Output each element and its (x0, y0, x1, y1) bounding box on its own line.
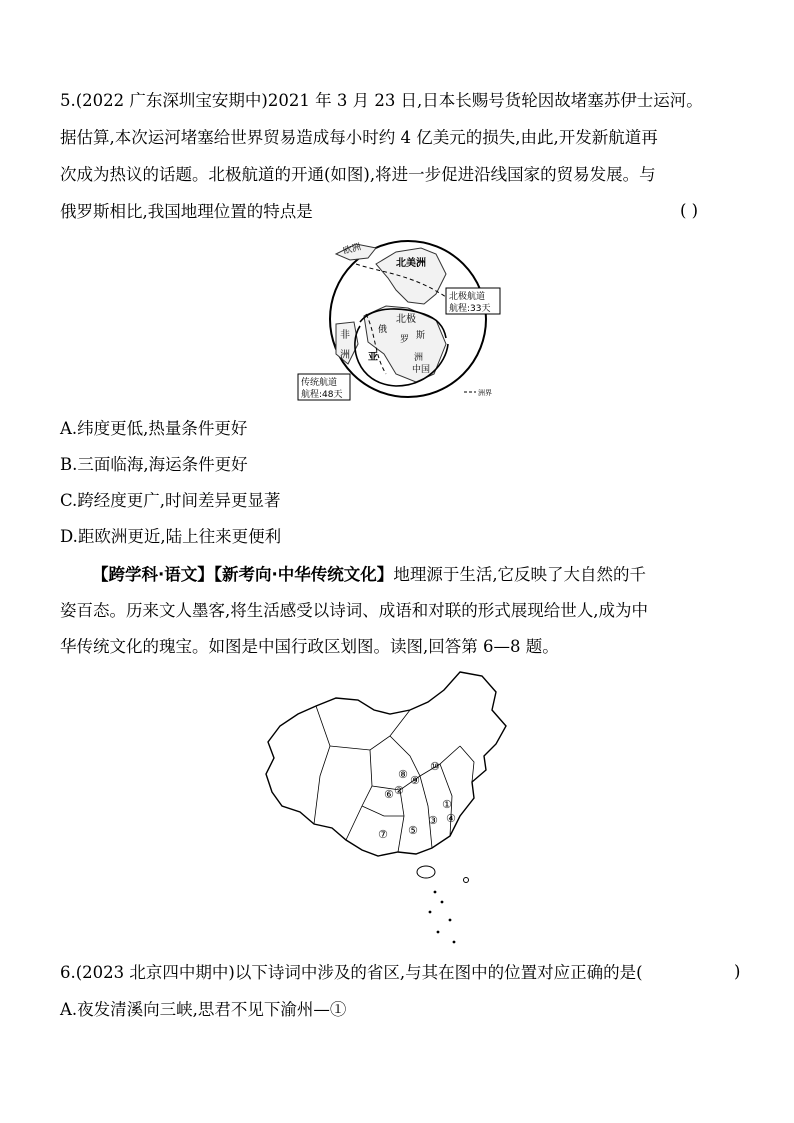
map-label-russia-1: 俄 (378, 325, 388, 335)
map-label-russia-3: 斯 (416, 331, 426, 341)
q5-option-c: C.跨经度更广,时间差异更显著 (60, 491, 281, 510)
map-label-africa-2: 洲 (340, 350, 350, 361)
province-marker-4: ④ (446, 812, 456, 825)
province-marker-7: ⑦ (378, 828, 388, 841)
map-label-north-america: 北美洲 (396, 258, 426, 269)
arctic-route-label: 北极航道 (449, 292, 486, 302)
province-marker-9: ⑨ (410, 774, 420, 787)
china-admin-map (260, 666, 532, 952)
map-label-asia: 亚 (368, 352, 378, 363)
tag-new-direction: 【新考向·中华传统文化】 (213, 565, 394, 584)
q5-line-1: 5.(2022 广东深圳宝安期中)2021 年 3 月 23 日,日本长赐号货轮因故堵塞苏伊士运河。 (60, 91, 703, 110)
map-label-russia-2: 罗 (400, 335, 410, 345)
intro-line-2: 姿百态。历来文人墨客,将生活感受以诗词、成语和对联的形式展现给世人,成为中 (60, 601, 648, 620)
traditional-route-label: 传统航道 (301, 378, 338, 388)
arctic-route-duration: 航程:33天 (449, 304, 491, 314)
province-marker-3: ③ (428, 814, 438, 827)
q6-stem: 6.(2023 北京四中期中)以下诗词中涉及的省区,与其在图中的位置对应正确的是( (60, 963, 643, 982)
province-marker-5: ⑤ (408, 824, 418, 837)
q6-answer-paren: ) (734, 962, 741, 981)
traditional-route-duration: 航程:48天 (301, 390, 343, 400)
q5-line-3: 次成为热议的话题。北极航道的开通(如图),将进一步促进沿线国家的贸易发展。与 (60, 165, 656, 184)
map-legend: 洲界 (478, 389, 492, 397)
intro-line-1 (92, 564, 646, 586)
tag-cross-subject: 【跨学科·语文】 (92, 565, 214, 584)
q5-option-b: B.三面临海,海运条件更好 (60, 455, 248, 474)
q5-option-a: A.纬度更低,热量条件更好 (60, 419, 248, 438)
province-marker-2: ② (394, 784, 404, 797)
map-label-europe: 欧洲 (342, 242, 363, 257)
map-label-china: 中国 (412, 365, 431, 375)
province-marker-6: ⑥ (384, 788, 394, 801)
arctic-route-map (296, 234, 506, 404)
intro-line-1-text: 地理源于生活,它反映了大自然的千 (393, 565, 647, 584)
q5-line-4: 俄罗斯相比,我国地理位置的特点是 (60, 202, 313, 221)
intro-line-3: 华传统文化的瑰宝。如图是中国行政区划图。读图,回答第 6—8 题。 (60, 637, 559, 656)
q5-answer-paren: ( ) (680, 201, 699, 220)
q5-option-d: D.距欧洲更近,陆上往来更便利 (60, 527, 282, 546)
province-marker-8: ⑧ (398, 768, 408, 781)
map-label-africa-1: 非 (340, 330, 350, 341)
map-label-continent: 洲 (414, 353, 424, 363)
province-marker-1: ① (442, 798, 452, 811)
map-label-north-pole: 北极 (396, 314, 416, 325)
province-marker-10: ⑩ (430, 760, 440, 773)
q5-line-2: 据估算,本次运河堵塞给世界贸易造成每小时约 4 亿美元的损失,由此,开发新航道再 (60, 128, 658, 147)
q6-option-a: A.夜发清溪向三峡,思君不见下渝州—① (60, 1000, 347, 1019)
